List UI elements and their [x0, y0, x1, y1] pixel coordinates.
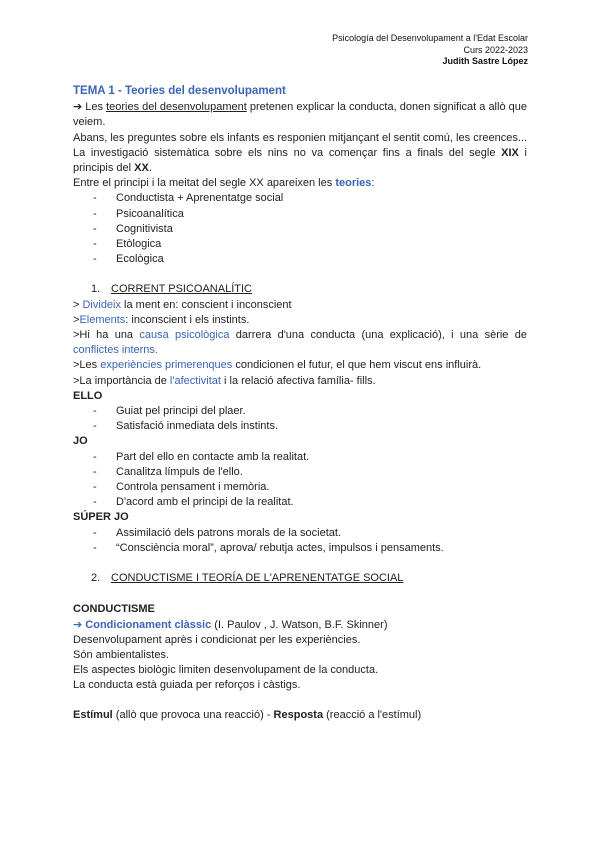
- header-course-title: Psicología del Desenvolupament a l'Edat Escolar: [332, 33, 528, 43]
- header-course-year: Curs 2022-2023: [463, 44, 528, 55]
- text: la ment en: conscient i inconscient: [121, 298, 292, 311]
- super-jo-list: [73, 526, 527, 556]
- theories-link-text: teories del desenvolupament: [106, 101, 247, 114]
- list-item: - Canalitza límpuls de l'ello.: [93, 465, 527, 480]
- stimulus-label: Estímul: [73, 708, 113, 721]
- list-item: - Psicoanalítica: [93, 207, 527, 222]
- text: >: [73, 298, 83, 311]
- teories-highlight: teories: [335, 177, 372, 190]
- text: >Les: [73, 359, 101, 372]
- text: (I. Paulov , J. Watson, B.F. Skinner): [211, 618, 388, 631]
- century-xx: XX: [134, 162, 149, 175]
- psico-line-3: [73, 328, 527, 358]
- spacer: [73, 694, 527, 708]
- highlight: causa psicològica: [139, 329, 230, 342]
- spacer: [73, 586, 527, 602]
- list-item: - Guiat pel principi del plaer.: [93, 404, 527, 419]
- section-1-heading: [73, 282, 527, 297]
- intro-paragraph-1: [73, 100, 527, 130]
- document-body: [73, 84, 527, 723]
- page-header: [332, 33, 528, 68]
- text: darrera d'una conducta (una explicació), i una sèrie de: [229, 329, 527, 342]
- highlight: Elements: [79, 313, 126, 326]
- psico-line-2: [73, 313, 527, 328]
- list-item: - Etòlogica: [93, 237, 527, 252]
- ello-heading: ELLO: [73, 389, 103, 402]
- highlight: experiències primerenques: [100, 359, 233, 372]
- list-item: - Cognitivista: [93, 222, 527, 237]
- super-jo-heading: SÚPER JO: [73, 511, 129, 524]
- text: (reacció a l'estímul): [323, 708, 422, 721]
- text: >Hi ha una: [73, 329, 140, 342]
- section-title: CORRENT PSICOANALÍTIC: [111, 283, 252, 296]
- highlight: Condicionament clàssic: [85, 618, 212, 631]
- section-number: 2.: [91, 572, 101, 585]
- list-item: - Controla pensament i memòria.: [93, 480, 527, 495]
- arrow-text: ➔: [73, 618, 86, 631]
- highlight: conflictes interns.: [73, 344, 158, 357]
- header-author: Judith Sastre López: [442, 56, 528, 66]
- text: condicionen el futur, el que hem viscut ens influirà.: [232, 359, 482, 372]
- list-item: - Conductista + Aprenentatge social: [93, 191, 527, 206]
- psico-line-1: [73, 298, 527, 313]
- list-item: - D'acord amb el principi de la realitat.: [93, 495, 527, 510]
- psico-line-4: [73, 358, 527, 373]
- highlight: Divideix: [82, 298, 121, 311]
- psico-line-5: [73, 374, 527, 389]
- page-title: TEMA 1 - Teories del desenvolupament: [73, 85, 286, 97]
- classical-conditioning-line: [73, 618, 527, 633]
- intro-text: :: [371, 177, 375, 190]
- theories-list: [73, 191, 527, 267]
- highlight: l'afectivitat: [169, 374, 221, 387]
- jo-heading: JO: [73, 435, 88, 448]
- conductisme-line: Són ambientalistes.: [73, 648, 169, 661]
- stimulus-response-line: [73, 708, 527, 723]
- jo-list: [73, 450, 527, 511]
- list-item: - Part del ello en contacte amb la realitat.: [93, 450, 527, 465]
- intro-paragraph-2: [73, 131, 527, 177]
- intro-text: pretenen explicar la conducta, donen significat a allò que veiem.: [73, 101, 527, 129]
- section-title: CONDUCTISME I TEORÍA DE L'APRENENTATGE SOCIAL: [111, 572, 404, 585]
- intro-paragraph-3: [73, 176, 527, 191]
- conductisme-line: Els aspectes biològic limiten desenvolupament de la conducta.: [73, 664, 379, 677]
- century-xix: XIX: [501, 146, 519, 159]
- intro-text: Abans, les preguntes sobre els infants es responien mitjançant el sentit comú, les creences... La investigació sistemàtica sobre els nins no va començar fins a finals del segle: [73, 131, 527, 159]
- list-item: - Assimilació dels patrons morals de la societat.: [93, 526, 527, 541]
- text: i la relació afectiva família- fills.: [220, 374, 376, 387]
- section-number: 1.: [91, 283, 101, 296]
- response-label: Resposta: [273, 708, 324, 721]
- arrow-text: ➔ Les: [73, 101, 107, 114]
- intro-text: .: [148, 162, 152, 175]
- text: : inconscient i els instints.: [125, 313, 250, 326]
- conductisme-heading: CONDUCTISME: [73, 603, 155, 616]
- intro-text: Entre el principi i la meitat del segle XX apareixen les: [73, 177, 336, 190]
- intro-text: i principis del: [73, 146, 528, 175]
- ello-list: [73, 404, 527, 434]
- text: >La importància de: [73, 374, 170, 387]
- conductisme-line: La conducta està guiada per reforços i càstigs.: [73, 679, 301, 692]
- conductisme-line: Desenvolupament après i condicionat per les experiències.: [73, 633, 361, 646]
- list-item: - Ecològica: [93, 252, 527, 267]
- text: >: [73, 313, 80, 326]
- text: (allò que provoca una reacció) -: [112, 708, 274, 721]
- section-2-heading: [73, 571, 527, 586]
- list-item: - “Consciència moral”, aprova/ rebutja actes, impulsos i pensaments.: [93, 541, 527, 556]
- list-item: - Satisfació inmediata dels instints.: [93, 419, 527, 434]
